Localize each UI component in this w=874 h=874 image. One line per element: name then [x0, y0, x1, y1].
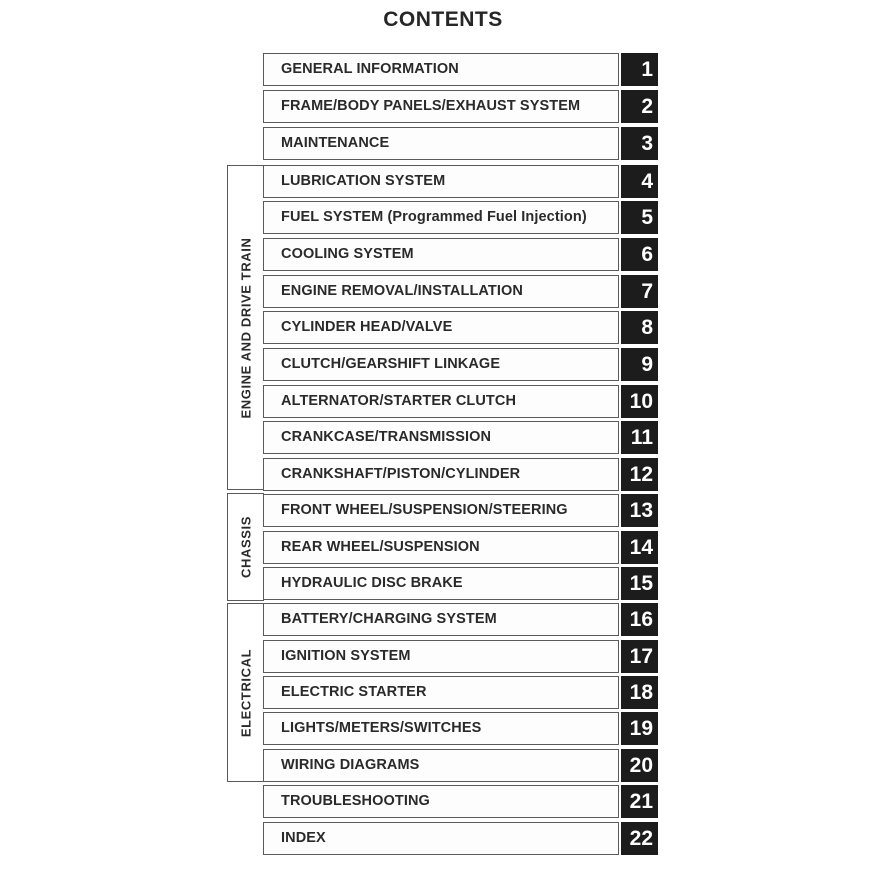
- toc-entry-engine-removal[interactable]: [263, 275, 658, 308]
- entry-label: CLUTCH/GEARSHIFT LINKAGE: [281, 356, 501, 372]
- section-tab[interactable]: 3: [621, 127, 658, 160]
- toc-entry-wiring-diagrams[interactable]: [263, 749, 658, 782]
- group-label: ELECTRICAL: [238, 648, 254, 737]
- entry-label: CRANKSHAFT/PISTON/CYLINDER: [281, 466, 521, 482]
- toc-entry-electric-starter[interactable]: [263, 676, 658, 709]
- toc-entry-fuel-system[interactable]: [263, 201, 658, 234]
- entry-label: LUBRICATION SYSTEM: [281, 173, 446, 189]
- section-tab[interactable]: 16: [621, 603, 658, 636]
- section-tab[interactable]: 12: [621, 458, 658, 491]
- section-tab[interactable]: 5: [621, 201, 658, 234]
- entry-label: LIGHTS/METERS/SWITCHES: [281, 720, 482, 736]
- toc-entry-alternator-starter-clutch[interactable]: [263, 385, 658, 418]
- entry-label: MAINTENANCE: [281, 135, 390, 151]
- entry-label: ENGINE REMOVAL/INSTALLATION: [281, 283, 523, 299]
- group-label: ENGINE AND DRIVE TRAIN: [238, 236, 254, 419]
- entry-label: FRAME/BODY PANELS/EXHAUST SYSTEM: [281, 98, 581, 114]
- section-tab[interactable]: 15: [621, 567, 658, 600]
- toc-entry-clutch-gearshift[interactable]: [263, 348, 658, 381]
- section-tab[interactable]: 8: [621, 311, 658, 344]
- page-title: CONTENTS: [383, 8, 503, 31]
- toc-entry-rear-wheel[interactable]: [263, 531, 658, 564]
- toc-entry-battery-charging[interactable]: [263, 603, 658, 636]
- toc-entry-maintenance[interactable]: [263, 127, 658, 160]
- entry-label: GENERAL INFORMATION: [281, 61, 459, 77]
- entry-label: COOLING SYSTEM: [281, 246, 414, 262]
- section-tab[interactable]: 22: [621, 822, 658, 855]
- section-tab[interactable]: 21: [621, 785, 658, 818]
- section-tab[interactable]: 18: [621, 676, 658, 709]
- entry-label: FRONT WHEEL/SUSPENSION/STEERING: [281, 502, 568, 518]
- section-tab[interactable]: 2: [621, 90, 658, 123]
- section-tab[interactable]: 9: [621, 348, 658, 381]
- section-tab[interactable]: 20: [621, 749, 658, 782]
- entry-label: ELECTRIC STARTER: [281, 684, 427, 700]
- group-chassis: [227, 493, 264, 601]
- section-tab[interactable]: 6: [621, 238, 658, 271]
- entry-label: CYLINDER HEAD/VALVE: [281, 319, 453, 335]
- entry-label: IGNITION SYSTEM: [281, 648, 411, 664]
- group-label: CHASSIS: [238, 516, 254, 578]
- toc-entry-index[interactable]: [263, 822, 658, 855]
- toc-entry-cooling-system[interactable]: [263, 238, 658, 271]
- entry-label: CRANKCASE/TRANSMISSION: [281, 429, 492, 445]
- toc-entry-lights-meters-switches[interactable]: [263, 712, 658, 745]
- toc-entry-crankshaft-piston-cylinder[interactable]: [263, 458, 658, 491]
- entry-label: BATTERY/CHARGING SYSTEM: [281, 611, 497, 627]
- section-tab[interactable]: 4: [621, 165, 658, 198]
- toc-entry-crankcase-transmission[interactable]: [263, 421, 658, 454]
- section-tab[interactable]: 1: [621, 53, 658, 86]
- toc-entry-ignition-system[interactable]: [263, 640, 658, 673]
- toc-entry-cylinder-head[interactable]: [263, 311, 658, 344]
- group-electrical: [227, 603, 264, 782]
- section-tab[interactable]: 17: [621, 640, 658, 673]
- toc-entry-general-information[interactable]: [263, 53, 658, 86]
- toc-entry-hydraulic-disc-brake[interactable]: [263, 567, 658, 600]
- toc-entry-front-wheel[interactable]: [263, 494, 658, 527]
- section-tab[interactable]: 11: [621, 421, 658, 454]
- entry-label: WIRING DIAGRAMS: [281, 757, 420, 773]
- section-tab[interactable]: 19: [621, 712, 658, 745]
- entry-label: REAR WHEEL/SUSPENSION: [281, 539, 480, 555]
- entry-label: ALTERNATOR/STARTER CLUTCH: [281, 393, 517, 409]
- toc-entry-troubleshooting[interactable]: [263, 785, 658, 818]
- toc-entry-lubrication-system[interactable]: [263, 165, 658, 198]
- section-tab[interactable]: 7: [621, 275, 658, 308]
- group-engine-drive-train: [227, 165, 264, 490]
- section-tab[interactable]: 10: [621, 385, 658, 418]
- toc-entry-frame-body-panels[interactable]: [263, 90, 658, 123]
- section-tab[interactable]: 13: [621, 494, 658, 527]
- entry-label: FUEL SYSTEM (Programmed Fuel Injection): [281, 209, 587, 225]
- entry-label: TROUBLESHOOTING: [281, 793, 430, 809]
- entry-label: INDEX: [281, 830, 326, 846]
- section-tab[interactable]: 14: [621, 531, 658, 564]
- entry-label: HYDRAULIC DISC BRAKE: [281, 575, 463, 591]
